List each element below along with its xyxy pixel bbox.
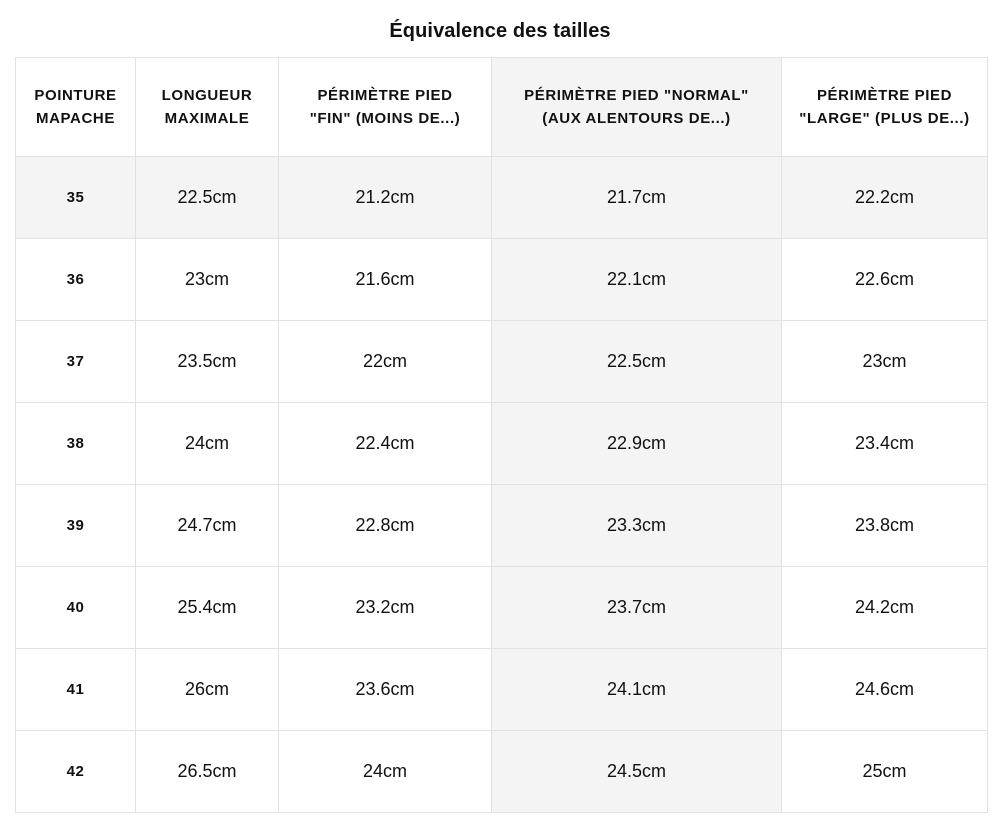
size-cell: 37 — [16, 321, 136, 403]
column-header-max-length — [136, 58, 279, 157]
column-header-normal-foot — [492, 58, 782, 157]
max-length-cell: 24cm — [136, 403, 279, 485]
wide-foot-cell: 23.4cm — [782, 403, 988, 485]
normal-foot-cell: 22.9cm — [492, 403, 782, 485]
column-header-thin-foot — [279, 58, 492, 157]
page-title: Équivalence des tailles — [389, 20, 611, 42]
normal-foot-cell: 21.7cm — [492, 157, 782, 239]
thin-foot-cell: 21.2cm — [279, 157, 492, 239]
max-length-cell: 26.5cm — [136, 731, 279, 813]
size-cell: 36 — [16, 239, 136, 321]
normal-foot-cell: 22.1cm — [492, 239, 782, 321]
column-header-line: PÉRIMÈTRE PIED — [816, 87, 953, 104]
column-header-size — [16, 58, 136, 157]
wide-foot-cell: 23cm — [782, 321, 988, 403]
column-header-line: MAXIMALE — [164, 110, 250, 127]
thin-foot-cell: 24cm — [279, 731, 492, 813]
size-cell: 41 — [16, 649, 136, 731]
size-cell: 40 — [16, 567, 136, 649]
wide-foot-cell: 23.8cm — [782, 485, 988, 567]
wide-foot-cell: 24.2cm — [782, 567, 988, 649]
size-cell: 35 — [16, 157, 136, 239]
normal-foot-cell: 23.3cm — [492, 485, 782, 567]
normal-foot-cell: 24.5cm — [492, 731, 782, 813]
size-equivalence-table — [15, 57, 988, 813]
normal-foot-cell: 23.7cm — [492, 567, 782, 649]
table-row — [16, 649, 988, 731]
column-header-line: LONGUEUR — [161, 87, 253, 104]
wide-foot-cell: 24.6cm — [782, 649, 988, 731]
table-row — [16, 731, 988, 813]
max-length-cell: 22.5cm — [136, 157, 279, 239]
column-header-line: "FIN" (MOINS DE...) — [309, 110, 461, 127]
size-cell: 42 — [16, 731, 136, 813]
column-header-line: POINTURE — [34, 87, 117, 104]
table-row — [16, 239, 988, 321]
thin-foot-cell: 22.8cm — [279, 485, 492, 567]
column-header-line: (AUX ALENTOURS DE...) — [542, 110, 731, 127]
wide-foot-cell: 22.2cm — [782, 157, 988, 239]
table-row — [16, 157, 988, 239]
column-header-line: PÉRIMÈTRE PIED — [317, 87, 453, 104]
table-row — [16, 485, 988, 567]
table-header-row — [16, 58, 988, 157]
thin-foot-cell: 23.6cm — [279, 649, 492, 731]
max-length-cell: 23.5cm — [136, 321, 279, 403]
column-header-line: "LARGE" (PLUS DE...) — [799, 110, 970, 127]
column-header-wide-foot — [782, 58, 988, 157]
size-cell: 38 — [16, 403, 136, 485]
normal-foot-cell: 24.1cm — [492, 649, 782, 731]
table-row — [16, 567, 988, 649]
max-length-cell: 25.4cm — [136, 567, 279, 649]
column-header-line: PÉRIMÈTRE PIED "NORMAL" — [524, 87, 749, 104]
thin-foot-cell: 22.4cm — [279, 403, 492, 485]
size-cell: 39 — [16, 485, 136, 567]
table-row — [16, 403, 988, 485]
max-length-cell: 26cm — [136, 649, 279, 731]
thin-foot-cell: 21.6cm — [279, 239, 492, 321]
wide-foot-cell: 22.6cm — [782, 239, 988, 321]
column-header-line: MAPACHE — [36, 110, 115, 127]
max-length-cell: 24.7cm — [136, 485, 279, 567]
table-row — [16, 321, 988, 403]
wide-foot-cell: 25cm — [782, 731, 988, 813]
normal-foot-cell: 22.5cm — [492, 321, 782, 403]
thin-foot-cell: 23.2cm — [279, 567, 492, 649]
thin-foot-cell: 22cm — [279, 321, 492, 403]
max-length-cell: 23cm — [136, 239, 279, 321]
